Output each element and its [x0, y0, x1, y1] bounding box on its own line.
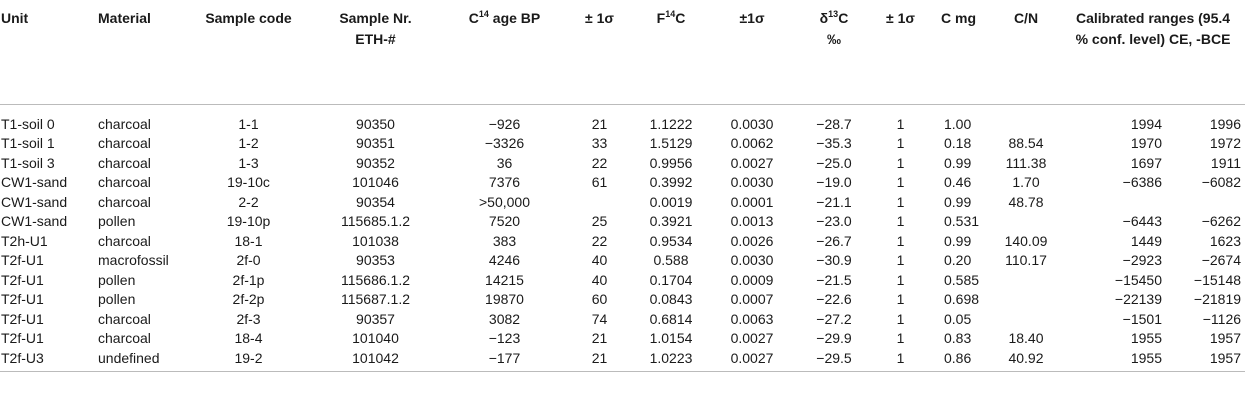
cell-sigma-age: 40 [591, 252, 608, 268]
cell-d13c: −22.6 [816, 291, 852, 307]
spacer-cell [0, 104, 1245, 115]
cell-sigma-d13c: 1 [896, 232, 905, 249]
cell-unit: CW1-sand [1, 174, 68, 190]
cell-c-n [991, 290, 1061, 310]
cell-unit: T2h-U1 [1, 232, 48, 249]
cell-sigma-d13c: 1 [896, 291, 905, 307]
cell-sigma-d13c: 1 [896, 135, 905, 151]
cell-cal-from: −2923 [1122, 252, 1162, 268]
cell-material: pollen [98, 213, 136, 229]
cell-sample-nr: 90357 [356, 310, 395, 327]
cell-sigma-f14c: 0.0009 [730, 271, 774, 288]
cell-unit: T2f-U1 [1, 252, 44, 268]
cell-sample-nr: 115686.1.2 [340, 271, 411, 288]
cell-c14-age: 4246 [488, 252, 521, 268]
cell-d13c: −21.5 [816, 271, 852, 288]
spacer-row [0, 104, 1245, 115]
cell-c-mg: 0.86 [926, 349, 991, 372]
cell-f14c: 0.3992 [649, 174, 693, 190]
cell-cal-to: 1972 [1209, 135, 1242, 151]
cell-material: charcoal [98, 174, 151, 190]
cell-sample-code: 19-2 [187, 349, 310, 372]
cell-material: macrofossil [98, 252, 169, 268]
header-row [0, 0, 1245, 104]
cell-c14-age: −926 [488, 115, 521, 132]
header-calibrated-ranges: Calibrated ranges (95.4 % conf. level) CE, -BCE [1061, 0, 1245, 104]
table-row [0, 329, 1245, 349]
cell-unit: T2f-U1 [1, 291, 44, 307]
cell-sigma-age: 21 [591, 115, 608, 132]
cell-sigma-f14c: 0.0013 [730, 213, 774, 229]
cell-sample-nr: 90351 [356, 135, 395, 151]
cell-sigma-d13c: 1 [896, 193, 905, 210]
cell-c-mg: 0.99 [944, 232, 972, 249]
cell-sample-code: 19-10p [226, 213, 271, 229]
cell-unit: CW1-sand [1, 213, 68, 229]
cell-cal-to: 1623 [1209, 232, 1242, 249]
cell-material: charcoal [98, 330, 151, 346]
cell-f14c: 1.0154 [649, 330, 693, 346]
cell-sigma-d13c: 1 [896, 154, 905, 171]
cell-c-n [991, 271, 1061, 291]
cell-d13c: −29.5 [793, 349, 875, 372]
cell-cal-to: −6082 [1201, 174, 1242, 190]
cell-sample-code: 1-2 [238, 135, 259, 151]
cell-c-mg: 0.20 [944, 252, 972, 268]
cell-material: charcoal [98, 115, 151, 132]
cell-sample-code: 2f-3 [236, 310, 261, 327]
cell-cal-from: −22139 [1114, 291, 1162, 307]
cell-f14c: 1.5129 [649, 135, 693, 151]
cell-c14-age: 36 [496, 154, 513, 171]
cell-d13c: −30.9 [816, 252, 852, 268]
cell-unit: CW1-sand [1, 193, 68, 210]
cell-f14c: 0.6814 [649, 310, 693, 327]
cell-c-n: 1.70 [1012, 174, 1040, 190]
cell-cal-from: −1501 [1122, 310, 1162, 327]
cell-d13c: −26.7 [816, 232, 852, 249]
cell-c-n: 40.92 [991, 349, 1061, 372]
cell-unit: T1-soil 1 [1, 135, 55, 151]
cell-cal-to [1162, 193, 1245, 213]
cell-material: pollen [98, 291, 136, 307]
cell-unit: T1-soil 3 [1, 154, 55, 171]
cell-sigma-d13c: 1 [896, 271, 905, 288]
cell-cal-from: −15450 [1114, 271, 1162, 288]
cell-sigma-age: 60 [591, 291, 608, 307]
table-row [0, 232, 1245, 252]
cell-material: charcoal [98, 310, 151, 327]
cell-sigma-age: 61 [591, 174, 608, 190]
cell-cal-to: 1957 [1209, 330, 1242, 346]
table-row [0, 212, 1245, 232]
cell-sigma-age: 22 [591, 232, 608, 249]
cell-unit: T1-soil 0 [1, 115, 55, 132]
table-body [0, 104, 1245, 372]
cell-material: charcoal [98, 135, 151, 151]
cell-d13c: −19.0 [816, 174, 852, 190]
cell-cal-to: −1126 [1202, 310, 1242, 327]
cell-sigma-f14c: 0.0027 [711, 349, 793, 372]
cell-material: undefined [97, 349, 187, 372]
cell-sigma-f14c: 0.0027 [730, 154, 774, 171]
table-row [0, 193, 1245, 213]
cell-c14-age: −177 [441, 349, 568, 372]
cell-c-n [991, 212, 1061, 232]
cell-unit: T2f-U1 [1, 271, 44, 288]
table-row [0, 115, 1245, 135]
cell-c-n: 18.40 [1008, 330, 1044, 346]
cell-c-n [991, 310, 1061, 330]
cell-cal-to: 1996 [1209, 115, 1242, 132]
cell-sample-code: 2f-0 [236, 252, 261, 268]
cell-material: charcoal [98, 232, 151, 249]
header-sigma-age: ± 1σ [568, 0, 631, 104]
cell-sample-nr: 90354 [356, 193, 395, 210]
cell-cal-to: 1957 [1162, 349, 1245, 372]
cell-cal-from: −6443 [1122, 213, 1162, 229]
cell-sigma-d13c: 1 [896, 115, 905, 132]
cell-c14-age: 7520 [488, 213, 521, 229]
cell-sample-nr: 115685.1.2 [340, 213, 411, 229]
cell-c-n: 110.17 [1005, 252, 1047, 268]
cell-cal-to: −15148 [1193, 271, 1242, 288]
cell-cal-from: 1697 [1130, 154, 1162, 171]
header-c-mg: C mg [926, 0, 991, 104]
cell-f14c: 0.0843 [649, 291, 693, 307]
cell-sigma-d13c: 1 [896, 213, 905, 229]
cell-d13c: −23.0 [816, 213, 852, 229]
cell-sigma-d13c: 1 [896, 330, 905, 346]
cell-c-mg: 0.531 [944, 213, 980, 229]
cell-sigma-f14c: 0.0026 [730, 232, 774, 249]
cell-sigma-f14c: 0.0030 [730, 174, 774, 190]
cell-sigma-f14c: 0.0027 [730, 330, 774, 346]
cell-f14c: 0.0019 [649, 193, 693, 210]
cell-f14c: 0.9956 [649, 154, 693, 171]
header-c14-age: $C^{14}$ age BP [441, 0, 568, 104]
table-row [0, 310, 1245, 330]
cell-d13c: −25.0 [816, 154, 852, 171]
cell-sigma-age: 74 [591, 310, 608, 327]
header-material: Material [97, 0, 187, 104]
table-row [0, 173, 1245, 193]
cell-sample-code: 1-1 [238, 115, 259, 132]
cell-sigma-age: 33 [591, 135, 608, 151]
header-sample-code: Sample code [187, 0, 310, 104]
cell-sample-nr: 101040 [352, 330, 399, 346]
cell-cal-from [1061, 193, 1162, 213]
cell-d13c: −28.7 [816, 115, 852, 132]
cell-sample-code: 18-1 [234, 232, 263, 249]
cell-sigma-f14c: 0.0063 [730, 310, 774, 327]
cell-sigma-d13c: 1 [896, 174, 905, 190]
cell-c-mg: 1.00 [944, 115, 972, 132]
cell-cal-from: 1955 [1130, 330, 1162, 346]
cell-cal-from: 1970 [1130, 135, 1162, 151]
cell-sigma-f14c: 0.0030 [730, 252, 774, 268]
cell-material: pollen [98, 271, 136, 288]
cell-f14c: 1.0223 [631, 349, 711, 372]
header-unit: Unit [0, 0, 97, 104]
cell-c-mg: 0.05 [944, 310, 972, 327]
cell-d13c: −21.1 [816, 193, 852, 210]
table-row [0, 271, 1245, 291]
cell-sigma-age: 21 [568, 349, 631, 372]
cell-c14-age: −123 [488, 330, 521, 346]
cell-c-mg: 0.585 [944, 271, 980, 288]
cell-sample-nr: 90350 [356, 115, 395, 132]
cell-c-mg: 0.83 [944, 330, 972, 346]
cell-c-n: 48.78 [1008, 193, 1044, 210]
cell-sample-nr: 101046 [352, 174, 399, 190]
cell-f14c: 0.588 [653, 252, 689, 268]
cell-f14c: 0.3921 [649, 213, 693, 229]
cell-sample-code: 2-2 [238, 193, 259, 210]
cell-f14c: 0.1704 [649, 271, 693, 288]
cell-c-mg: 0.46 [944, 174, 972, 190]
cell-sample-nr: 90353 [356, 252, 395, 268]
cell-c-mg: 0.18 [944, 135, 972, 151]
cell-d13c: −29.9 [816, 330, 852, 346]
cell-c14-age: −3326 [484, 135, 525, 151]
cell-sigma-d13c: 1 [875, 349, 926, 372]
cell-c14-age: >50,000 [479, 193, 530, 210]
cell-sigma-age: 21 [591, 330, 608, 346]
cell-c-n [991, 115, 1061, 135]
cell-sample-code: 2f-1p [232, 271, 265, 288]
cell-sigma-age: 40 [591, 271, 608, 288]
cell-c-mg: 0.99 [944, 193, 972, 210]
cell-sample-nr: 101042 [310, 349, 441, 372]
header-sigma-f14c: ±1σ [711, 0, 793, 104]
cell-cal-to: 1911 [1210, 154, 1242, 171]
cell-material: charcoal [98, 193, 151, 210]
cell-c-n: 88.54 [1008, 135, 1044, 151]
cell-sample-code: 18-4 [234, 330, 263, 346]
cell-f14c: 1.1222 [649, 115, 693, 132]
cell-cal-to: −21819 [1193, 291, 1242, 307]
header-d13c: $\delta^{13}C$ ‰ [793, 0, 875, 104]
table-row [0, 251, 1245, 271]
table-row [0, 349, 1245, 372]
cell-c14-age: 19870 [485, 291, 524, 307]
cell-c14-age: 7376 [488, 174, 521, 190]
cell-sigma-age: 25 [591, 213, 608, 229]
cell-c-n: 111.38 [1005, 154, 1047, 171]
cell-cal-from: 1955 [1061, 349, 1162, 372]
table-row [0, 134, 1245, 154]
cell-sigma-f14c: 0.0030 [730, 115, 774, 132]
cell-c14-age: 383 [492, 232, 517, 249]
cell-sample-nr: 101038 [352, 232, 399, 249]
cell-unit: T2f-U3 [0, 349, 97, 372]
cell-unit: T2f-U1 [1, 310, 44, 327]
cell-cal-to: −2674 [1201, 252, 1242, 268]
cell-c-mg: 0.99 [944, 154, 972, 171]
cell-sigma-age [568, 193, 631, 213]
cell-c14-age: 3082 [488, 310, 521, 327]
cell-sigma-d13c: 1 [896, 310, 905, 327]
cell-sample-nr: 90352 [356, 154, 395, 171]
header-c-n: C/N [991, 0, 1061, 104]
cell-sample-code: 2f-2p [232, 291, 265, 307]
cell-c-n: 140.09 [1004, 232, 1048, 249]
cell-d13c: −27.2 [816, 310, 852, 327]
cell-f14c: 0.9534 [649, 232, 693, 249]
cell-material: charcoal [98, 154, 151, 171]
cell-cal-to: −6262 [1201, 213, 1242, 229]
cell-sigma-f14c: 0.0062 [730, 135, 774, 151]
cell-cal-from: −6386 [1122, 174, 1162, 190]
header-sample-nr: Sample Nr. ETH-# [310, 0, 441, 104]
cell-cal-from: 1449 [1130, 232, 1162, 249]
cell-sample-code: 19-10c [227, 174, 270, 190]
cell-sigma-age: 22 [591, 154, 608, 171]
cell-c-mg: 0.698 [944, 291, 980, 307]
cell-unit: T2f-U1 [1, 330, 44, 346]
cell-sigma-f14c: 0.0001 [730, 193, 774, 210]
table-row [0, 290, 1245, 310]
header-sigma-d13c: ± 1σ [875, 0, 926, 104]
cell-cal-from: 1994 [1130, 115, 1162, 132]
header-f14c: $F^{14}C$ [631, 0, 711, 104]
table-row [0, 154, 1245, 174]
cell-sample-nr: 115687.1.2 [340, 291, 411, 307]
cell-sigma-f14c: 0.0007 [730, 291, 774, 307]
cell-sigma-d13c: 1 [896, 252, 905, 268]
cell-c14-age: 14215 [485, 271, 524, 288]
cell-sample-code: 1-3 [238, 154, 259, 171]
cell-d13c: −35.3 [816, 135, 852, 151]
